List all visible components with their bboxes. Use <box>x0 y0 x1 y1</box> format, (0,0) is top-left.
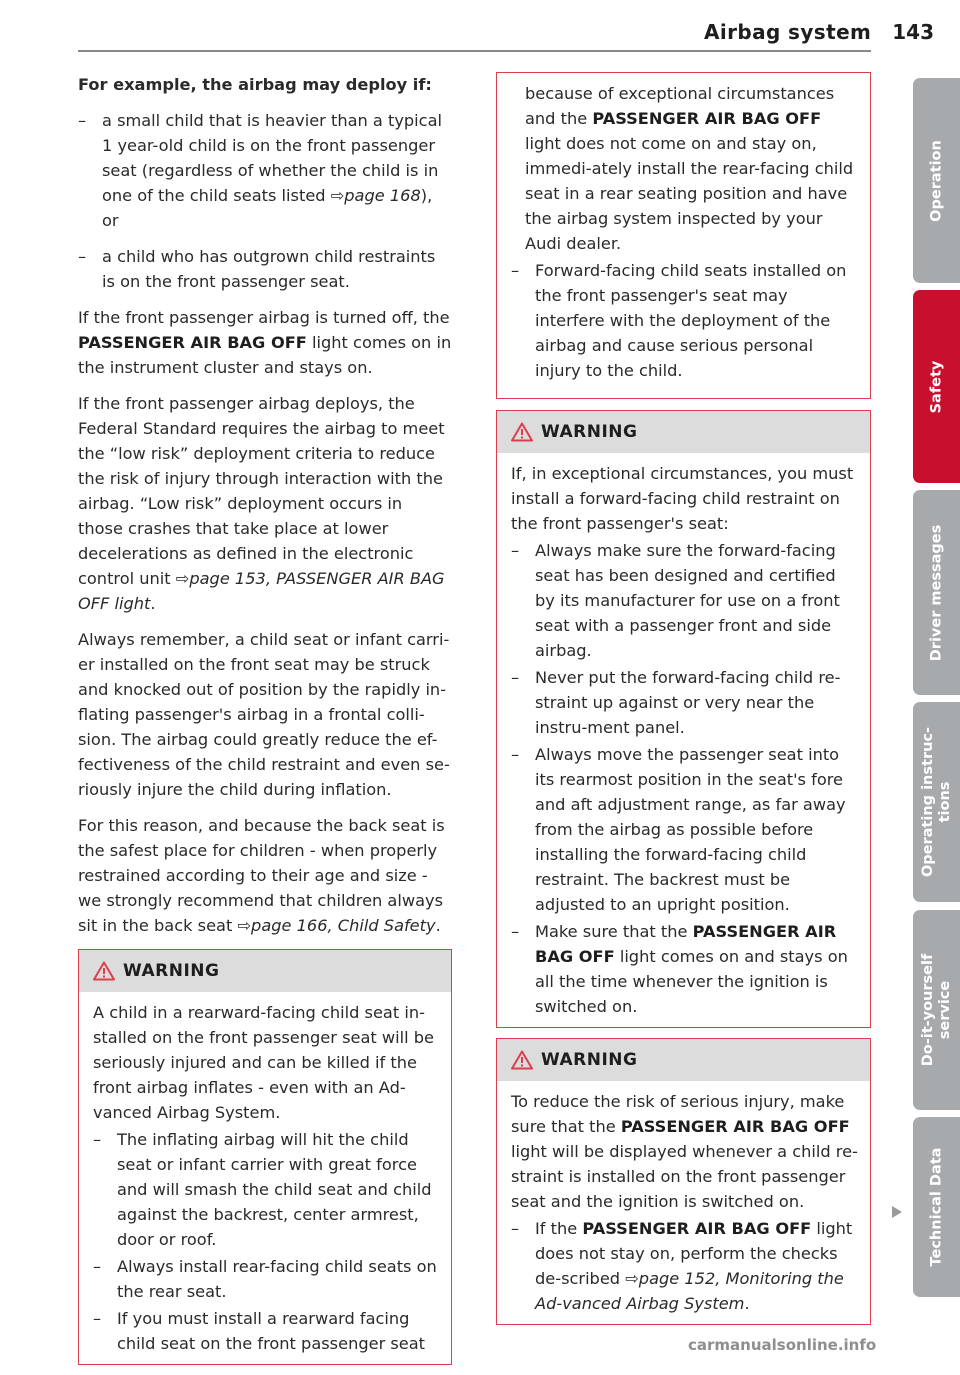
tab-do-it-yourself-service[interactable]: Do-it-yourself service <box>913 910 960 1110</box>
list-item: – a child who has outgrown child restraints is on the front passenger seat. <box>78 244 452 294</box>
tab-operating-instructions[interactable]: Operating instruc- tions <box>913 702 960 902</box>
list-item: – Never put the forward-facing child re-straint up against or very near the instru-ment panel. <box>511 665 860 740</box>
page-ref-link[interactable]: page 153, PASSENGER AIR BAG OFF light <box>78 569 445 613</box>
warning-box <box>496 1038 871 1325</box>
tab-driver-messages[interactable]: Driver messages <box>913 490 960 695</box>
section-title: Airbag system <box>703 20 872 44</box>
warning-body <box>497 453 870 1027</box>
warning-header: WARNING <box>497 411 870 453</box>
left-column <box>78 72 452 1375</box>
tab-operation[interactable]: Operation <box>913 78 960 283</box>
arrow-right-icon: ⇨ <box>237 916 252 935</box>
list-item: – If the PASSENGER AIR BAG OFF light does not stay on, perform the checks de-scribed ⇨page 152, Monitoring the Ad-vanced Airbag System. <box>511 1216 860 1316</box>
warning-body <box>497 1081 870 1324</box>
paragraph: Always remember, a child seat or infant carri-er installed on the front seat may be struck and knocked out of position by the rapidly in-flating passenger's airbag in a frontal colli-sion. The airbag could greatly reduce the ef-fectiveness of the child restraint and even se-riously injure the child during inflation. <box>78 630 450 799</box>
warning-text: To reduce the risk of serious injury, make sure that the PASSENGER AIR BAG OFF light will be displayed whenever a child re-straint is installed on the front passenger seat and the ignition is switched on. <box>511 1092 858 1211</box>
warning-text: If, in exceptional circumstances, you must install a forward-facing child restraint on the front passenger's seat: <box>511 464 854 533</box>
right-column <box>496 72 871 1335</box>
example-list <box>78 108 452 294</box>
page-number: 143 <box>892 20 934 44</box>
list-item: – If you must install a rearward facing child seat on the front passenger seat <box>93 1306 441 1356</box>
list-item: – Always install rear-facing child seats on the rear seat. <box>93 1254 441 1304</box>
warning-header: WARNING <box>79 950 451 992</box>
tab-safety[interactable]: Safety <box>913 290 960 483</box>
list-item: – Make sure that the PASSENGER AIR BAG OFF light comes on and stays on all the time whenever the ignition is switched on. <box>511 919 860 1019</box>
arrow-right-icon: ⇨ <box>625 1269 639 1288</box>
paragraph: For this reason, and because the back seat is the safest place for children - when properly restrained according to their age and size - we strongly recommend that children always sit in the back seat ⇨page 166, Child Safety. <box>78 816 445 935</box>
list-item: – Always make sure the forward-facing seat has been designed and certified by its manufacturer for use on a front seat with a passenger front and side airbag. <box>511 538 860 663</box>
warning-triangle-icon <box>511 422 533 442</box>
warning-box <box>78 949 452 1365</box>
header-rule <box>78 50 871 52</box>
paragraph: If the front passenger airbag deploys, the Federal Standard requires the airbag to meet the “low risk” deployment criteria to reduce the risk of injury through interaction with the airbag. “Low risk” deployment occurs in those crashes that take place at lower decelerations as defined in the electronic control unit ⇨page 153, PASSENGER AIR BAG OFF light. <box>78 394 445 613</box>
warning-text: because of exceptional circumstances and the PASSENGER AIR BAG OFF light does not come on and stay on, immedi-ately install the rear-facing child seat in a rear seating position and have the airbag system inspected by your Audi dealer. <box>525 84 854 253</box>
warning-triangle-icon <box>93 961 115 981</box>
warning-box <box>496 410 871 1028</box>
page-ref-link[interactable]: page 168 <box>344 186 421 205</box>
warning-text: A child in a rearward-facing child seat in-stalled on the front passenger seat will be seriously injured and can be killed if the front airbag inflates - even with an Ad-vanced Airbag System. <box>93 1003 434 1122</box>
list-item: – a small child that is heavier than a typical 1 year-old child is on the front passenger seat (regardless of whether the child is in one of the child seats listed ⇨page 168), or <box>78 108 452 233</box>
paragraph: If the front passenger airbag is turned off, the PASSENGER AIR BAG OFF light comes on in the instrument cluster and stays on. <box>78 308 452 377</box>
page-ref-link[interactable]: page 166, Child Safety <box>251 916 436 935</box>
page-header <box>704 20 934 44</box>
warning-header: WARNING <box>497 1039 870 1081</box>
warning-body <box>79 992 451 1364</box>
continue-arrow-icon <box>890 1205 904 1219</box>
warning-box-continued <box>496 72 871 399</box>
page-ref-link[interactable]: page 152, Monitoring the Ad-vanced Airbag System <box>535 1269 844 1313</box>
example-heading: For example, the airbag may deploy if: <box>78 75 432 94</box>
arrow-right-icon: ⇨ <box>330 186 345 205</box>
list-item: – Forward-facing child seats installed on the front passenger's seat may interfere with the deployment of the airbag and cause serious personal injury to the child. <box>511 258 860 383</box>
watermark: carmanualsonline.info <box>688 1336 877 1354</box>
list-item: – The inflating airbag will hit the child seat or infant carrier with great force and will smash the child seat and child against the backrest, center armrest, door or roof. <box>93 1127 441 1252</box>
section-tabs <box>913 0 960 1361</box>
tab-technical-data[interactable]: Technical Data <box>913 1117 960 1297</box>
list-item: – Always move the passenger seat into its rearmost position in the seat's fore and aft adjustment range, as far away from the airbag as possible before installing the forward-facing child restraint. The backrest must be adjusted to an upright position. <box>511 742 860 917</box>
warning-triangle-icon <box>511 1050 533 1070</box>
arrow-right-icon: ⇨ <box>175 569 190 588</box>
